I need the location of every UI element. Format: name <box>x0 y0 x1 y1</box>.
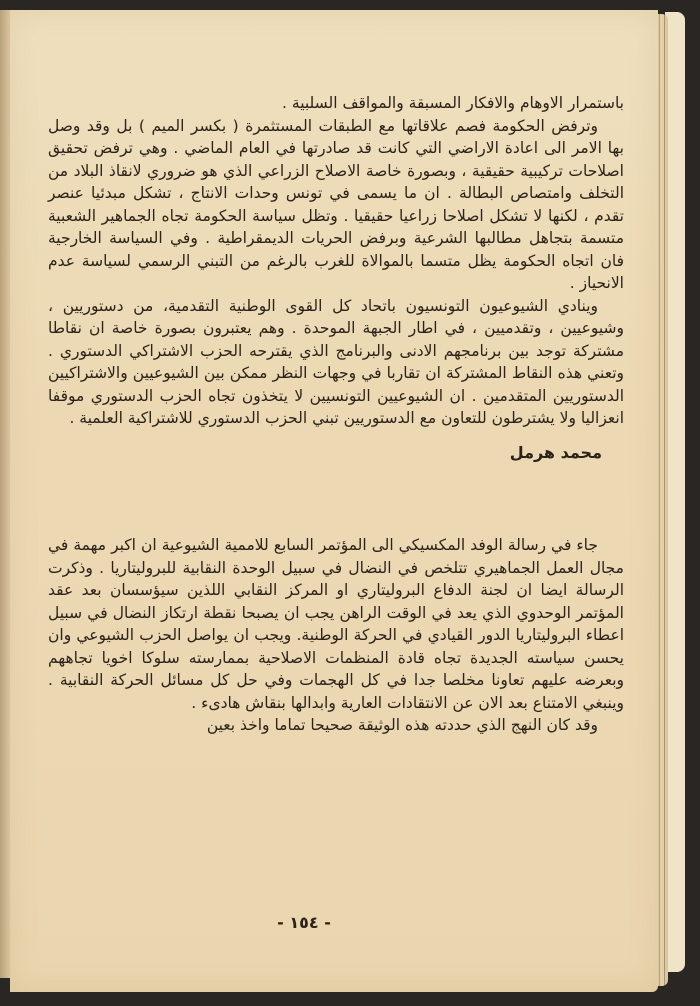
paragraph: جاء في رسالة الوفد المكسيكي الى المؤتمر السابع للاممية الشيوعية ان اكبر مهمة في مجال العمل الجماهيري تتلخص في النضال في سبيل الوحدة النقابية للبروليتاريا . وذكرت الرسالة ايضا ان لجنة الدفاع البروليتاري او المركز النقابي اللذين سيؤسسان بعد عقد المؤتمر الوحدوي الذي يعد في الوقت الراهن يجب ان يصبحا نقطة ارتكاز النضال في سبيل اعطاء البروليتاريا الدور القيادي في الحركة الوطنية. ويجب ان يواصل الحزب الشيوعي وان يحسن سياسته الجديدة تجاه قادة المنظمات الاصلاحية بممارسته سلوكا اخويا تجاههم وبعرضه عليهم تعاونا مخلصا جدا في كل الهجمات وفي حل كل مسائل الحركة النقابية . وينبغي الامتناع بعد الان عن الانتقادات العارية وابدالها بنقاش هادىء . <box>48 536 624 712</box>
paragraph: وقد كان النهج الذي حددته هذه الوثيقة صحيحا تماما واخذ بعين <box>206 716 598 734</box>
paragraph: وترفض الحكومة فصم علاقاتها مع الطبقات المستثمرة ( بكسر الميم ) بل وقد وصل بها الامر الى اعادة الاراضي التي كانت قد صادرتها في العام الماضي . وهي ترفض تحقيق اصلاحات تركيبية حقيقية ، وبصورة خاصة الاصلاح الزراعي الذي هو ضروري لانقاذ البلاد من التخلف وامتصاص البطالة . ان ما يسمى في تونس وحدات الانتاج ، تشكل مبدئيا عنصر تقدم ، لكنها لا تشكل اصلاحا زراعيا حقيقيا . وتظل سياسة الحكومة تجاه الجماهير الشعبية متسمة بتجاهل مطالبها الشرعية وبرفض الحريات الديمقراطية . وفي السياسة الخارجية فان اتجاه الحكومة يظل متسما بالموالاة للغرب بالرغم من التبني الرسمي لسياسة عدم الانحياز . <box>48 116 624 292</box>
paragraph: باستمرار الاوهام والافكار المسبقة والمواقف السلبية . <box>282 94 624 112</box>
page-text <box>48 92 624 737</box>
author-signature: محمد هرمل <box>509 442 602 462</box>
paragraph: وينادي الشيوعيون التونسيون باتحاد كل القوى الوطنية التقدمية، من دستوريين ، وشيوعيين ، وتقدميين ، في اطار الجبهة الموحدة . وهم يعتبرون بصورة خاصة ان نقاطا مشتركة توجد بين برنامجهم الادنى والبرنامج الذي يقترحه الحزب الاشتراكي الدستوري . وتعني هذه النقاط المشتركة ان تقاربا في وجهات النظر ممكن بين الشيوعيين والاشتراكيين الدستوريين المتقدمين . ان الشيوعيين التونسيين لا يتخذون تجاه الحزب الدستوري موقفا انعزاليا ولا يشترطون للتعاون مع الدستوريين تبني الحزب الدستوري للاشتراكية العلمية . <box>48 296 624 427</box>
book-page <box>10 10 658 992</box>
page-stack-back <box>665 12 685 972</box>
page-number: - ١٥٤ - <box>277 913 331 932</box>
section-separator <box>48 464 624 534</box>
